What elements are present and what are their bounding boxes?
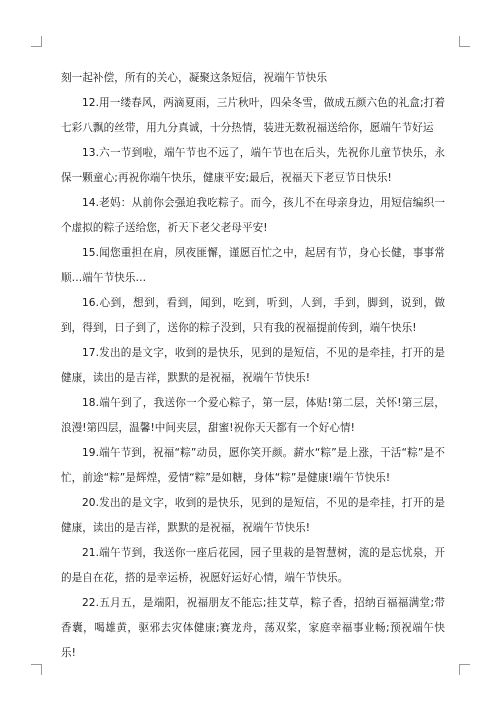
paragraph-22: 22.五月五，是端阳，祝福朋友不能忘;挂艾草，粽子香，招纳百福福满堂;带香囊，喝雄黄，驱邪去灾体健康;赛龙舟，荡双桨，家庭幸福事业畅;预祝端午快乐! (61, 597, 445, 659)
paragraph-18: 18.端午到了，我送你一个爱心粽子，第一层，体贴!第二层，关怀!第三层，浪漫!第四层，温馨!中间夹层，甜蜜!祝你天天都有一个好心情! (61, 397, 445, 434)
crop-mark-top-right (459, 36, 470, 47)
paragraph-20: 20.发出的是文字，收到的是快乐，见到的是短信，不见的是牵挂，打开的是健康，读出的是吉祥，默默的是祝福，祝端午节快乐! (61, 497, 445, 534)
paragraph-13: 13.六一节到啦，端午节也不远了，端午节也在后头，先祝你儿童节快乐，永保一颗童心;再祝你端午快乐，健康平安;最后，祝福天下老豆节日快乐! (61, 147, 445, 184)
paragraph-21: 21.端午节到，我送你一座后花园，园子里栽的是智慧树，流的是忘忧泉，开的是自在花，搭的是幸运桥，祝愿好运好心情，端午节快乐。 (61, 547, 445, 584)
document-body (61, 66, 445, 666)
paragraph-15: 15.闻您重担在肩，夙夜匪懈，谨愿百忙之中，起居有节，身心长健，事事常顺…端午节快乐… (61, 247, 445, 284)
paragraph-12: 12.用一缕春风，两滴夏雨，三片秋叶，四朵冬雪，做成五颜六色的礼盒;打着七彩八飘的丝带，用九分真诚，十分热情，装进无数祝福送给你，愿端午节好运 (61, 97, 445, 134)
paragraph-19: 19.端午节到，祝福“粽”动员，愿你笑开颜。薪水“粽”是上涨，干活“粽”是不忙，前途“粽”是辉煌，爱情“粽”是如糖，身体“粽”是健康!端午节快乐! (61, 447, 445, 484)
paragraph-continued: 刻一起补偿，所有的关心，凝聚这条短信，祝端午节快乐 (61, 72, 328, 84)
crop-mark-bottom-right (459, 664, 470, 675)
paragraph-14: 14.老妈：从前你会强迫我吃粽子。而今，孩儿不在母亲身边，用短信编织一个虚拟的粽子送给您，祈天下老父老母平安! (61, 197, 445, 234)
crop-mark-bottom-left (31, 664, 42, 675)
paragraph-17: 17.发出的是文字，收到的是快乐，见到的是短信，不见的是牵挂，打开的是健康，读出的是吉祥，默默的是祝福，祝端午节快乐! (61, 347, 445, 384)
crop-mark-top-left (31, 36, 42, 47)
paragraph-16: 16.心到，想到，看到，闻到，吃到，听到，人到，手到，脚到，说到，做到，得到，日子到了，送你的粽子没到，只有我的祝福提前传到，端午快乐! (61, 297, 445, 334)
